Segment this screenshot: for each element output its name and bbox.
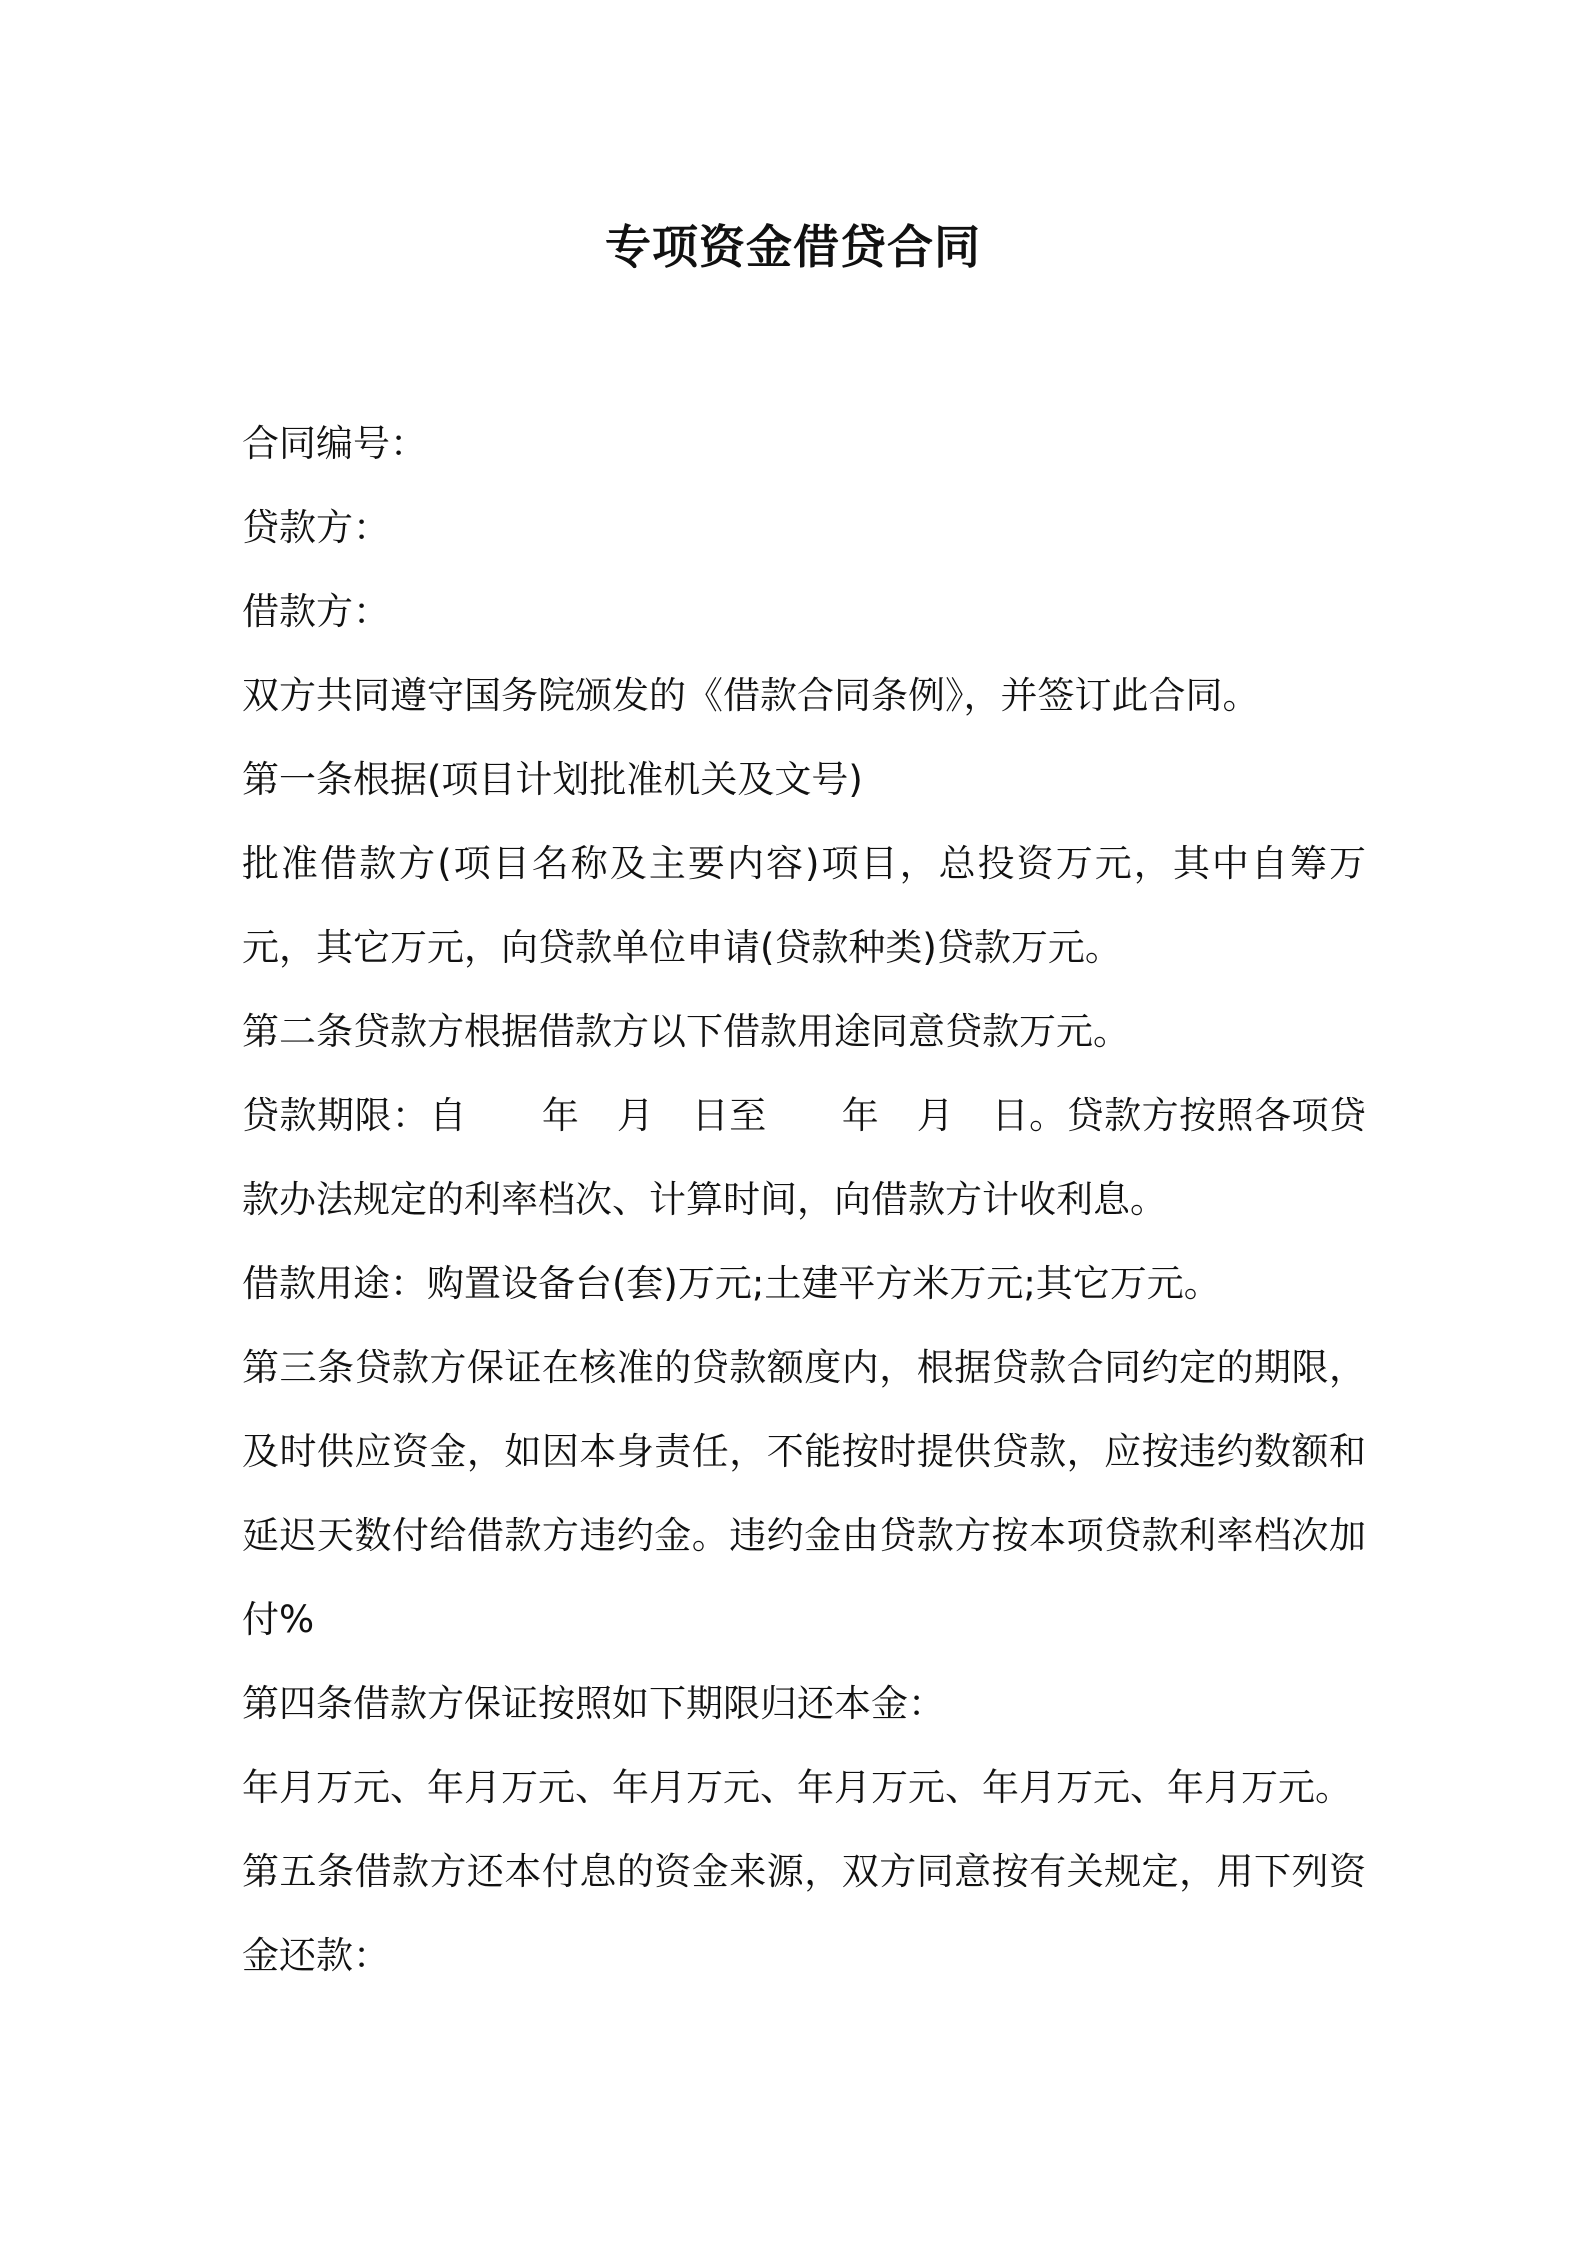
loan-term-paragraph: 贷款期限：自 年 月 日至 年 月 日。贷款方按照各项贷款办法规定的利率档次、计算时间，向借款方计收利息。: [242, 1094, 1366, 1221]
loan-purpose-line: 借款用途：购置设备台(套)万元;土建平方米万元;其它万元。: [242, 1262, 1221, 1305]
document-title: 专项资金借贷合同: [605, 220, 981, 274]
article-1-heading: 第一条根据(项目计划批准机关及文号): [242, 758, 863, 801]
article-1-body: 批准借款方(项目名称及主要内容)项目，总投资万元，其中自筹万元，其它万元，向贷款单位申请(贷款种类)贷款万元。: [242, 842, 1366, 969]
article-4-heading: 第四条借款方保证按照如下期限归还本金：: [242, 1682, 945, 1725]
contract-number-line: 合同编号：: [242, 422, 427, 465]
lender-line: 贷款方：: [242, 506, 390, 549]
article-5-paragraph: 第五条借款方还本付息的资金来源，双方同意按有关规定，用下列资金还款：: [242, 1850, 1366, 1977]
document-body: [242, 402, 1366, 1998]
article-2-heading: 第二条贷款方根据借款方以下借款用途同意贷款万元。: [242, 1010, 1130, 1053]
borrower-line: 借款方：: [242, 590, 390, 633]
article-3-paragraph: 第三条贷款方保证在核准的贷款额度内，根据贷款合同约定的期限，及时供应资金，如因本身责任，不能按时提供贷款，应按违约数额和延迟天数付给借款方违约金。违约金由贷款方按本项贷款利率档次加付%: [242, 1346, 1366, 1641]
repayment-schedule-line: 年月万元、年月万元、年月万元、年月万元、年月万元、年月万元。: [242, 1766, 1352, 1809]
agreement-intro: 双方共同遵守国务院颁发的《借款合同条例》，并签订此合同。: [242, 674, 1260, 717]
